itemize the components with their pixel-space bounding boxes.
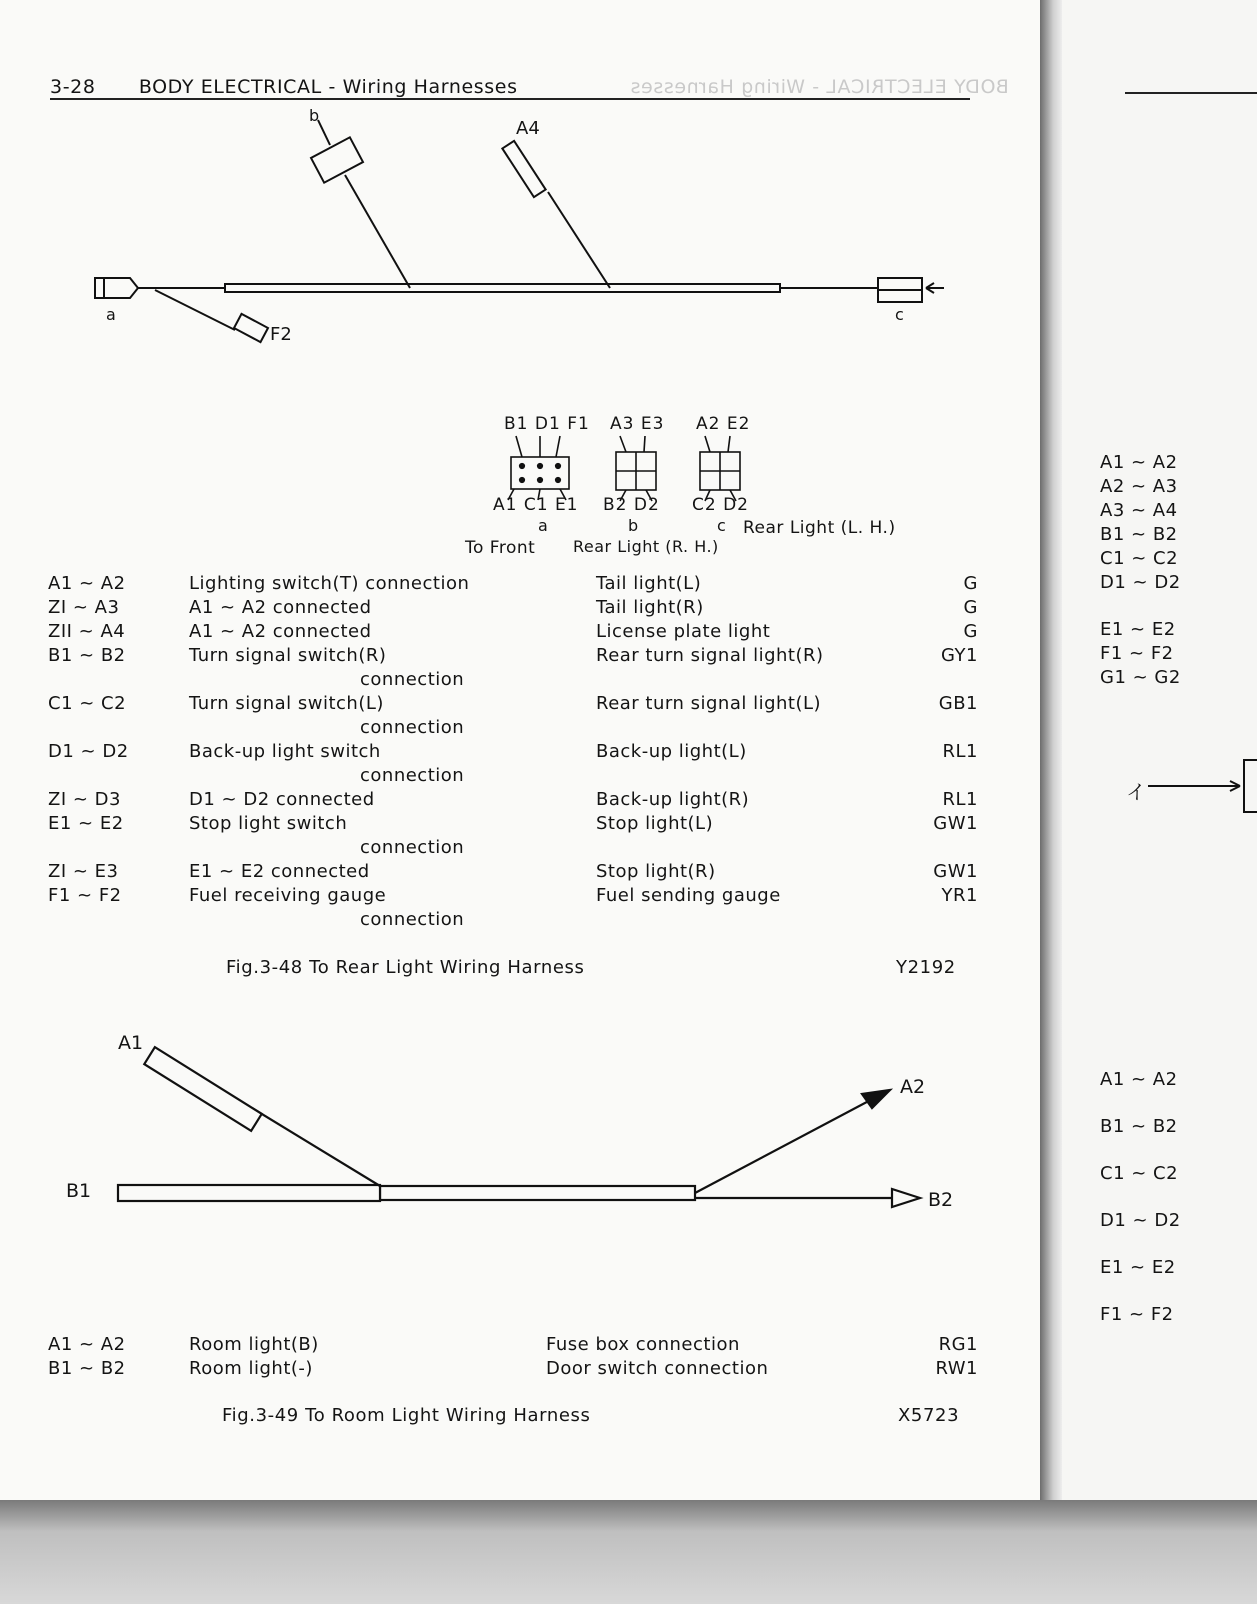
right-row: F1 ~ F2 [1100,643,1174,664]
label-fig49-b2: B2 [928,1189,954,1211]
connection-continuation: connection [360,669,465,690]
row-from: Room light(-) [189,1358,313,1379]
right-row: E1 ~ E2 [1100,1257,1176,1278]
right-row: F1 ~ F2 [1100,1304,1174,1325]
right-row: D1 ~ D2 [1100,1210,1181,1231]
right-row: A3 ~ A4 [1100,500,1178,521]
row-from: E1 ~ E2 connected [189,861,370,882]
row-code: A1 ~ A2 [48,1334,126,1355]
right-row: C1 ~ C2 [1100,1163,1179,1184]
row-to: Fuse box connection [546,1334,740,1355]
pins-c-bottom: C2 D2 [692,495,749,515]
connection-continuation: connection [360,717,465,738]
row-to: Tail light(L) [596,573,702,594]
fig49-b1-lead [118,1185,380,1201]
row-wire-color: YR1 [941,885,978,906]
section-title: BODY ELECTRICAL [138,76,322,98]
pins-a-top: B1 D1 F1 [504,414,590,434]
row-code: C1 ~ C2 [48,693,127,714]
row-wire-color: G [963,597,978,618]
pins-a-bottom: A1 C1 E1 [493,495,579,515]
right-row: E1 ~ E2 [1100,619,1176,640]
row-code: D1 ~ D2 [48,741,129,762]
row-to: Rear turn signal light(L) [596,693,822,714]
connection-continuation: connection [360,765,465,786]
row-code: ZI ~ E3 [48,861,119,882]
row-from: Fuel receiving gauge [189,885,387,906]
bleed-through-header: BODY ELECTRICAL - Wiring Harnesses [630,76,1009,98]
row-code: B1 ~ B2 [48,1358,126,1379]
row-code: A1 ~ A2 [48,573,126,594]
row-code: F1 ~ F2 [48,885,122,906]
pin-block-a-label: a [538,516,548,535]
row-wire-color: GB1 [938,693,978,714]
label-fig49-b1: B1 [66,1180,92,1202]
row-to: Door switch connection [546,1358,769,1379]
row-to: Stop light(L) [596,813,714,834]
label-b: b [309,106,320,125]
book-gutter [1040,0,1062,1604]
connection-continuation: connection [360,909,465,930]
right-row: B1 ~ B2 [1100,524,1178,545]
rear-light-rh-label: Rear Light (R. H.) [573,537,719,556]
fig49-row [48,1358,978,1382]
row-from: A1 ~ A2 connected [189,621,372,642]
row-to: Stop light(R) [596,861,716,882]
right-row: C1 ~ C2 [1100,548,1179,569]
row-code: ZI ~ D3 [48,789,121,810]
page-bottom-shadow [0,1500,1257,1604]
row-wire-color: RL1 [942,741,978,762]
fig49-b2-arrow [892,1189,920,1207]
right-page-rule [1125,92,1257,94]
row-to: Back-up light(L) [596,741,747,762]
right-row: A2 ~ A3 [1100,476,1178,497]
pins-b-top: A3 E3 [610,414,665,434]
row-from: Stop light switch [189,813,348,834]
row-to: Tail light(R) [596,597,704,618]
to-front-label: To Front [465,538,536,558]
row-to: License plate light [596,621,771,642]
fig49-a1-lead [144,1047,261,1131]
pins-b-bottom: B2 D2 [603,495,660,515]
fig48-code: Y2192 [896,957,956,978]
label-a4: A4 [516,118,540,139]
row-from: Lighting switch(T) connection [189,573,470,594]
right-row: B1 ~ B2 [1100,1116,1178,1137]
fig49-trunk [380,1186,695,1200]
page-number: 3-28 [50,76,96,98]
row-wire-color: RL1 [942,789,978,810]
connection-continuation: connection [360,837,465,858]
fig49-a2-arrow [862,1090,890,1108]
row-code: E1 ~ E2 [48,813,124,834]
row-from: Turn signal switch(L) [189,693,384,714]
rear-light-lh-label: Rear Light (L. H.) [743,518,896,538]
right-row: A1 ~ A2 [1100,1069,1178,1090]
row-from: D1 ~ D2 connected [189,789,375,810]
row-wire-color: RG1 [938,1334,978,1355]
row-from: Room light(B) [189,1334,319,1355]
row-wire-color: G [963,621,978,642]
right-arrow-label: イ [1126,780,1146,804]
fig49-caption: Fig.3-49 To Room Light Wiring Harness [222,1405,591,1426]
fig49-row [48,1334,978,1358]
row-code: ZI ~ A3 [48,597,120,618]
label-a: a [106,305,116,324]
row-to: Rear turn signal light(R) [596,645,824,666]
row-wire-color: G [963,573,978,594]
row-code: ZII ~ A4 [48,621,126,642]
right-row: G1 ~ G2 [1100,667,1181,688]
row-code: B1 ~ B2 [48,645,126,666]
fig48-caption: Fig.3-48 To Rear Light Wiring Harness [226,957,585,978]
row-from: Turn signal switch(R) [189,645,387,666]
row-wire-color: GW1 [933,861,978,882]
pin-block-b-label: b [628,516,639,535]
right-row: D1 ~ D2 [1100,572,1181,593]
pin-block-c-label: c [717,516,726,535]
label-fig49-a2: A2 [900,1076,926,1098]
row-to: Back-up light(R) [596,789,750,810]
fig49-code: X5723 [898,1405,960,1426]
row-from: Back-up light switch [189,741,381,762]
row-wire-color: GW1 [933,813,978,834]
right-row: A1 ~ A2 [1100,452,1178,473]
label-fig49-a1: A1 [118,1032,144,1054]
pins-c-top: A2 E2 [696,414,751,434]
label-f2: F2 [270,324,292,345]
row-to: Fuel sending gauge [596,885,781,906]
subsection-title: - Wiring Harnesses [328,76,518,98]
row-wire-color: RW1 [935,1358,978,1379]
label-c: c [895,305,904,324]
row-from: A1 ~ A2 connected [189,597,372,618]
row-wire-color: GY1 [941,645,978,666]
